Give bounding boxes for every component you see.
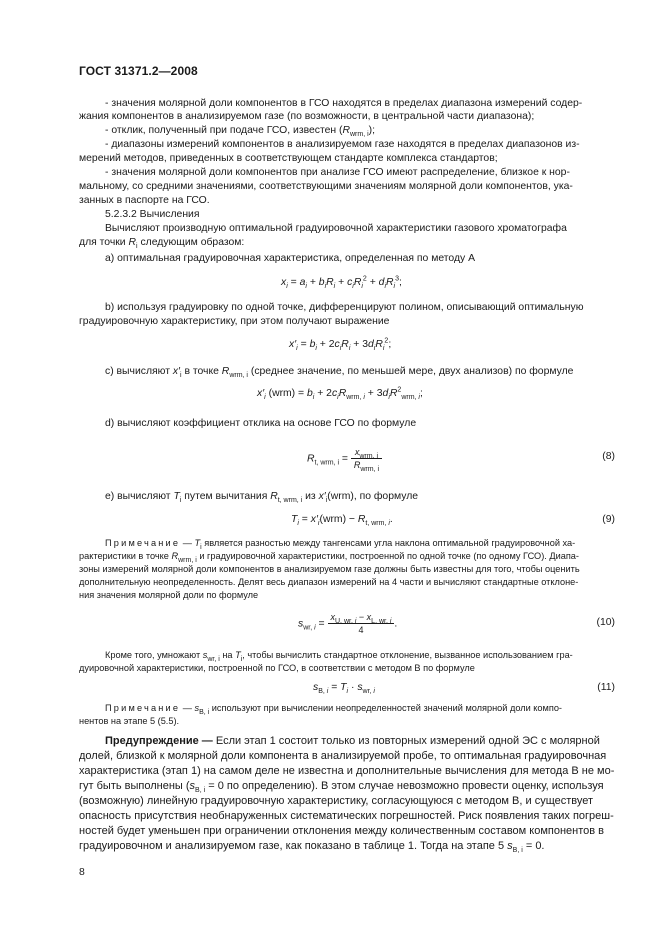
step-e: е) вычисляют $T_i$ путем вычитания $R_{t, wrm, i}$ из $x'_i(wrm)$, по формуле [105, 491, 419, 505]
note-2-line1: Примечание — $s_{B, i}$ используют при вычислении неопределенностей значений молярной доли компо- [105, 703, 562, 716]
formula-9: $T_i = x'_i(wrm) - R_{t, wrm, i}$. [291, 514, 393, 528]
paragraph-multiply-line1: Кроме того, умножают $s_{wr, i}$ на $T_i$, чтобы вычислить стандартное отклонение, вызванное использованием гра- [105, 650, 573, 663]
list-item-4-line1: - значения молярной доли компонентов при анализе ГСО имеют распределение, близкое к нор- [105, 167, 570, 178]
step-b-line2: градуировочную характеристику, при этом получают выражение [79, 316, 390, 327]
warning-line7: ностей будет уменьшен при ограничении отклонения между количественным составом компонентов в [79, 825, 605, 837]
list-item-3-line1: - диапазоны измерений компонентов в анализируемом газе находятся в пределах диапазонов из- [105, 139, 580, 150]
note-1-line1: Примечание — $T_i$ является разностью между тангенсами угла наклона оптимальной градуировочной ха- [105, 538, 576, 551]
list-item-4-line2: мальному, со средними значениями, соответствующими значениям молярной доли компонентов, ука- [79, 181, 573, 192]
paragraph-intro-line2: для точки $R_i$ следующим образом: [79, 237, 245, 251]
equation-number-8: (8) [602, 451, 615, 462]
step-c: с) вычисляют $x'_i$ в точке $R_{wrm, i}$ (среднее значение, по меньшей мере, двух анализов) по формуле [105, 366, 574, 380]
warning-line1: Предупреждение — Если этап 1 состоит только из повторных измерений одной ЭС с молярной [105, 735, 600, 747]
formula-10: $s_{wr, i}$ = $\frac{x_{U, wr, i} - x_{L, wr, i}}{4}$ . [298, 612, 398, 635]
warning-line3: характеристика (этап 1) на самом деле не известна и дополнительные вычисления для метода В не мо- [79, 765, 615, 777]
warning-line5: (возможную) линейную градуировочную характеристику, согласующуюся с методом В, и существует [79, 795, 594, 807]
warning-line8: градуировочном и анализируемом газе, как показано в таблице 1. Тогда на этапе 5 $s_{B, i} = 0$. [79, 840, 545, 855]
paragraph-multiply-line2: дуировочной характеристики, построенной по ГСО, в соответствии с методом В по формуле [79, 663, 475, 673]
formula-b: $x'_i = b_i + 2c_iR_i + 3d_iR_i^2$; [289, 337, 392, 353]
note-1-line4: дополнительную неопределенность. Делят весь диапазон измерений на 4 части и вычисляют стандартные отклоне- [79, 577, 579, 587]
equation-number-9: (9) [602, 514, 615, 525]
standard-header: ГОСТ 31371.2—2008 [79, 64, 198, 78]
list-item-3-line2: мерений методов, приведенных в соответствующем стандарте комплекса стандартов; [79, 153, 498, 164]
section-heading: 5.2.3.2 Вычисления [105, 209, 200, 220]
list-item-2: - отклик, полученный при подаче ГСО, известен $(R_{wrm, i})$; [105, 125, 376, 139]
step-b-line1: b) используя градуировку по одной точке, дифференцируют полином, описывающий оптимальную [105, 302, 584, 313]
step-d: d) вычисляют коэффициент отклика на основе ГСО по формуле [105, 418, 417, 429]
warning-line2: долей, близкой к молярной доли компонента в анализируемой пробе, то оптимальная градуировочная [79, 750, 607, 762]
equation-number-10: (10) [596, 617, 615, 628]
formula-8: $R_{t, wrm, i}$ = $\frac{x_{wrm, i}}{R_{wrm, i}}$ [307, 446, 382, 471]
note-1-line5: ния значения молярной доли по формуле [79, 590, 259, 600]
formula-a: $x_i = a_i + b_iR_i + c_iR_i^2 + d_iR_i^3$; [281, 275, 402, 291]
note-1-line3: зоны измерений молярной доли компонентов в анализируемом газе должны быть известны для того, чтобы оценить [79, 564, 580, 574]
note-1-line2: рактеристики в точке $R_{wrm, i}$ и градуировочной характеристики, построенной по одной точке (по одному ГСО). Диапа- [79, 551, 579, 564]
warning-line6: опасность присутствия необнаруженных систематических погрешностей. Риск появления таких погреш- [79, 810, 614, 822]
formula-c: $x'_i$ $(wrm) = b_i + 2c_iR_{wrm, i} + 3d_iR^2_{wrm, i}$; [257, 386, 423, 402]
equation-number-11: (11) [597, 682, 615, 693]
formula-11: $s_{B, i} = T_i \cdot s_{wr, i}$ [313, 682, 375, 696]
paragraph-intro-line1: Вычисляют производную оптимальной градуировочной характеристики газового хроматографа [105, 223, 567, 234]
step-a: а) оптимальная градуировочная характеристика, определенная по методу А [105, 253, 476, 264]
list-item-1-line2: жания компонентов в анализируемом газе (по возможности, в центральной части диапазона); [79, 111, 535, 122]
page-number: 8 [79, 867, 85, 878]
note-2-line2: нентов на этапе 5 (5.5). [79, 716, 180, 726]
list-item-1-line1: - значения молярной доли компонентов в ГСО находятся в пределах диапазона измерений содер- [105, 98, 583, 109]
warning-line4: гут быть выполнены ($s_{B, i} = 0$ по определению). В этом случае невозможно провести оценку, используя [79, 780, 604, 795]
list-item-4-line3: занных в паспорте на ГСО. [79, 195, 210, 206]
